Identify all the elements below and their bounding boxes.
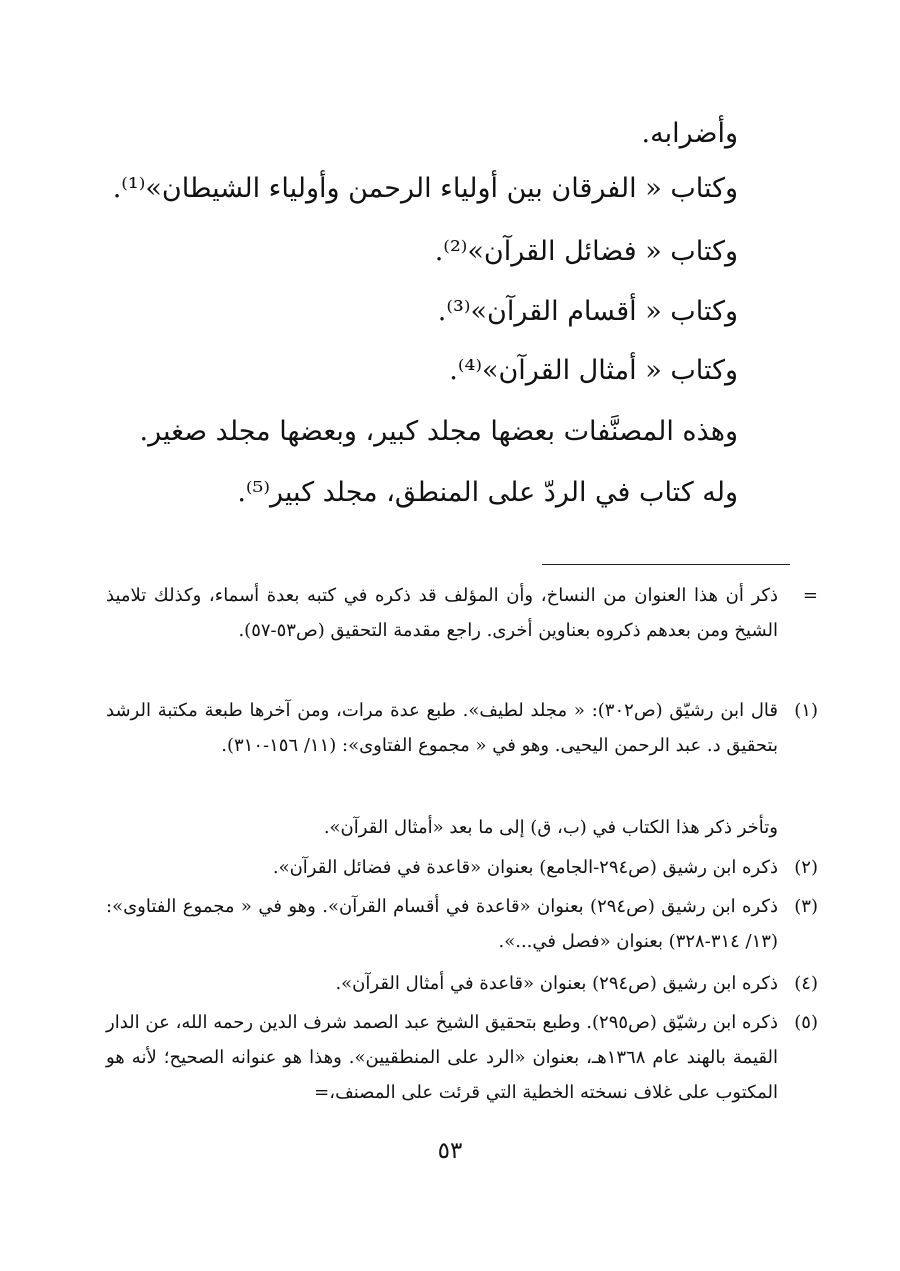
- footnote: [106, 693, 818, 763]
- main-line: وأضرابه.: [641, 118, 738, 149]
- footnote-text: ذكره ابن رشيق (ص٢٩٤) بعنوان «قاعدة في أمثال القرآن».: [335, 973, 778, 994]
- footnote-text: ذكره ابن رشيق (ص٢٩٤-الجامع) بعنوان «قاعدة في فضائل القرآن».: [272, 857, 778, 878]
- footnote: [106, 966, 818, 1001]
- footnote-text: قال ابن رشيّق (ص٣٠٢): « مجلد لطيف». طبع عدة مرات، ومن آخرها طبعة مكتبة الرشد بتحقيق د. عبد الرحمن اليحيى. وهو في « مجموع الفتاوى»: (١١/ ١٥٦-٣١٠).: [106, 700, 779, 756]
- main-line: وكتاب « أمثال القرآن»⁽⁴⁾.: [449, 355, 738, 386]
- footnote: [106, 810, 818, 845]
- main-line: وكتاب « الفرقان بين أولياء الرحمن وأولياء الشيطان»⁽¹⁾.: [112, 173, 738, 204]
- footnote-marker: =: [802, 585, 818, 606]
- main-line: وهذه المصنَّفات بعضها مجلد كبير، وبعضها مجلد صغير.: [139, 416, 738, 447]
- footnote: [106, 889, 818, 959]
- main-line: وكتاب « أقسام القرآن»⁽³⁾.: [437, 296, 738, 327]
- footnote-marker: (٣): [794, 896, 818, 917]
- page-number: ٥٣: [437, 1138, 463, 1164]
- footnote-text: ذكره ابن رشيق (ص٢٩٤) بعنوان «قاعدة في أقسام القرآن». وهو في « مجموع الفتاوى»: (١٣/ ٣١٤-٣٢٨) بعنوان «فصل في...».: [106, 896, 778, 952]
- footnote: [106, 578, 818, 648]
- footnote-marker: (١): [794, 700, 818, 721]
- main-line: وله كتاب في الردّ على المنطق، مجلد كبير⁽⁵⁾.: [237, 477, 738, 508]
- footnote-text: ذكر أن هذا العنوان من النساخ، وأن المؤلف قد ذكره في كتبه بعدة أسماء، وكذلك تلاميذ الشيخ ومن بعدهم ذكروه بعناوين أخرى. راجع مقدمة التحقيق (ص٥٣-٥٧).: [106, 585, 779, 641]
- footnote-marker: (٤): [794, 973, 818, 994]
- footnote-separator: [542, 564, 790, 565]
- footnote-marker: (٥): [794, 1012, 818, 1033]
- main-line: وكتاب « فضائل القرآن»⁽²⁾.: [434, 236, 738, 267]
- footnote: [106, 1005, 818, 1110]
- footnote-text: ذكره ابن رشيّق (ص٢٩٥). وطبع بتحقيق الشيخ عبد الصمد شرف الدين رحمه الله، عن الدار القيمة بالهند عام ١٣٦٨هـ، بعنوان «الرد على المنطقيين». وهذا هو عنوانه الصحيح؛ لأنه هو المكتوب على غلاف نسخته الخطية التي قرئت على المصنف،=: [106, 1012, 778, 1103]
- footnote-marker: (٢): [794, 857, 818, 878]
- footnote-text: وتأخر ذكر هذا الكتاب في (ب، ق) إلى ما بعد «أمثال القرآن».: [323, 817, 778, 838]
- footnote: [106, 850, 818, 885]
